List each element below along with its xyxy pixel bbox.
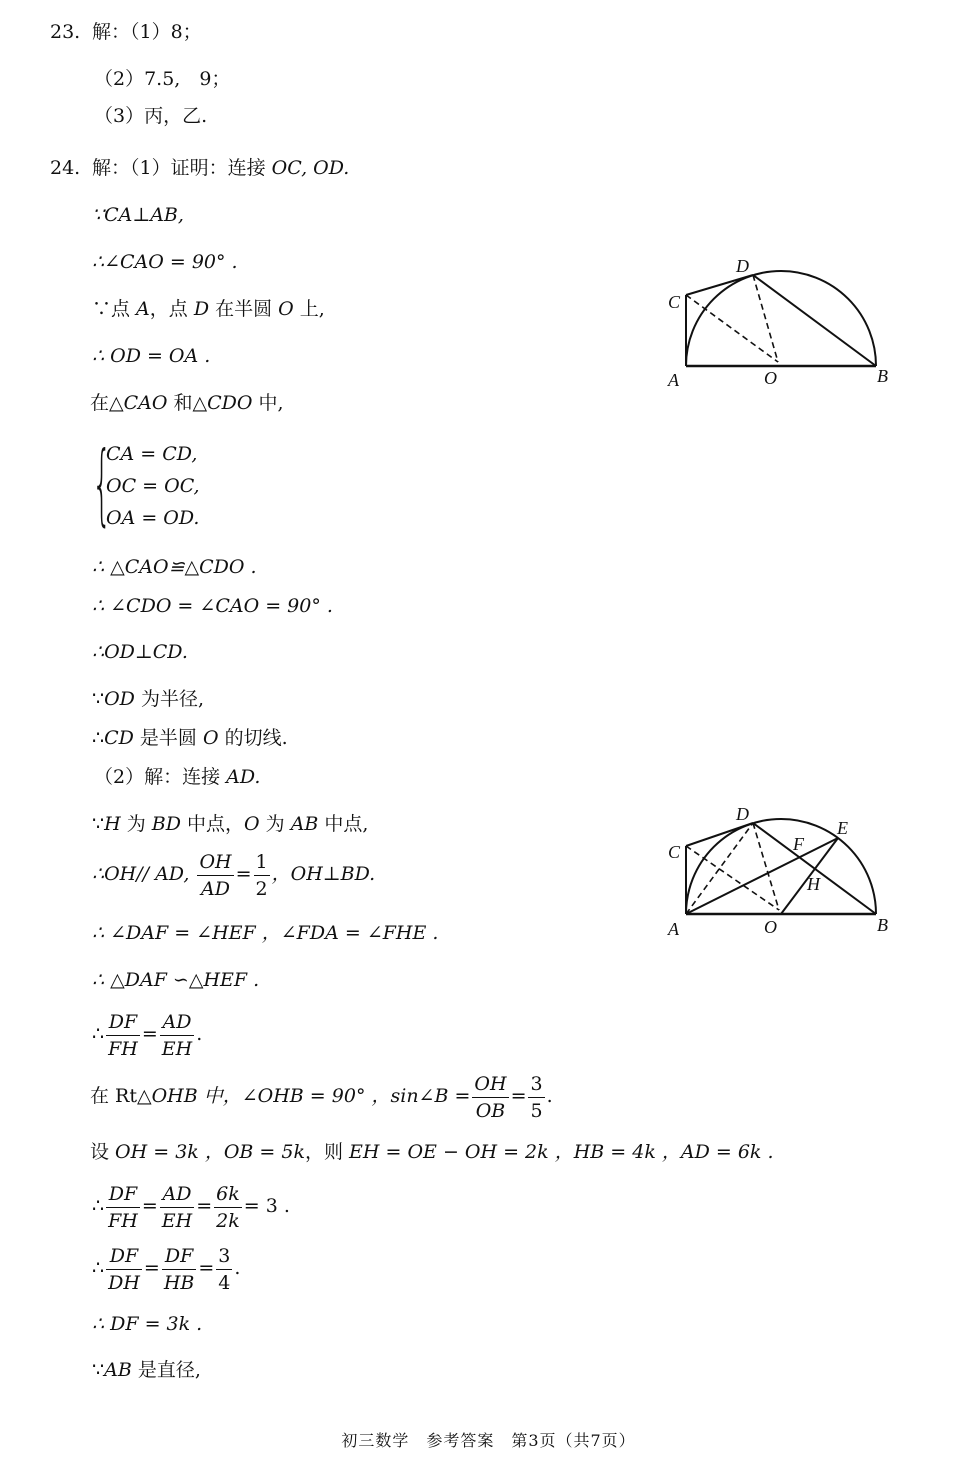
q23-part3: （3）丙，乙. — [94, 105, 208, 127]
label-b-2: B — [877, 915, 888, 935]
figure-semicircle-2 — [660, 800, 900, 945]
step-angle-cdo: ∴ ∠CDO = ∠CAO = 90° . — [92, 595, 333, 617]
fraction-df-dh: $\frac{DF}{DH}$ — [108, 1244, 140, 1294]
segment-cd — [686, 275, 753, 295]
page-footer: 初三数学 参考答案 第3页（共7页） — [341, 1431, 636, 1450]
equation-system — [92, 432, 212, 535]
label-b: B — [877, 366, 888, 386]
step-tangent-conclusion: ∴CD 是半圆 O 的切线. — [92, 727, 288, 749]
fraction-df-fh: $\frac{DF}{FH}$ — [108, 1010, 138, 1060]
fraction-df-fh-2: $\frac{DF}{FH}$ — [108, 1182, 138, 1232]
q23-part2: （2）7.5, 9； — [94, 68, 231, 90]
fraction-oh-ad: $\frac{OH}{AD}$ — [199, 850, 232, 900]
label-d: D — [736, 256, 749, 276]
label-e: E — [837, 818, 848, 838]
dashed-do — [753, 275, 778, 362]
fraction-6k-2k: $\frac{6k}{2k}$ — [216, 1182, 240, 1232]
fraction-three-quarters: $\frac{3}{4}$ — [218, 1244, 231, 1294]
fraction-ad-eh-2: $\frac{AD}{EH}$ — [161, 1182, 193, 1232]
fraction-oh-ob: $\frac{OH}{OB}$ — [474, 1072, 507, 1122]
fraction-one-half: $\frac{1}{2}$ — [255, 850, 268, 900]
step-oh-parallel-ad: ∴OH// AD, $\frac{OH}{AD}$ = $\frac{1}{2}$ ，OH⊥BD. — [92, 850, 376, 900]
fraction-df-hb: $\frac{DF}{HB}$ — [163, 1244, 195, 1294]
step-ab-diameter: ∵AB 是直径, — [92, 1359, 201, 1381]
segment-db — [753, 275, 876, 366]
step-df-3k: ∴ DF = 3k . — [92, 1313, 203, 1335]
label-a-2: A — [668, 919, 679, 939]
step-congruent: ∴ △CAO≌△CDO . — [92, 556, 257, 578]
step-similar-triangles: ∴ △DAF ∽△HEF . — [92, 969, 260, 991]
label-o-2: O — [764, 917, 777, 937]
label-f: F — [793, 834, 804, 854]
system-row-3: OA = OD. — [106, 507, 200, 529]
step-ratio-df-fh: ∴ $\frac{DF}{FH}$ = $\frac{AD}{EH}$ . — [92, 1010, 203, 1060]
system-row-1: CA = CD, — [106, 443, 198, 465]
dashed-co-2 — [686, 846, 779, 910]
left-brace: { — [92, 432, 112, 535]
q24-number: 24. — [50, 157, 81, 179]
step-od-eq-oa: ∴ OD = OA . — [92, 345, 211, 367]
label-o: O — [764, 368, 777, 388]
part2-heading: （2）解：连接 AD. — [94, 766, 261, 788]
dashed-do-2 — [753, 823, 779, 910]
step-equal-angles: ∴ ∠DAF = ∠HEF ，∠FDA = ∠FHE . — [92, 922, 439, 944]
step-set-k: 设 OH = 3k ，OB = 5k，则 EH = OE − OH = 2k ，HB = 4k ，AD = 6k . — [90, 1141, 774, 1163]
q24-heading: 解：（1）证明：连接 OC, OD. — [92, 157, 350, 179]
label-c-2: C — [668, 842, 681, 862]
fraction-three-fifths: $\frac{3}{5}$ — [530, 1072, 543, 1122]
label-d-2: D — [736, 804, 749, 824]
q23-part1: 解：（1）8； — [92, 21, 202, 43]
step-od-perp-cd: ∴OD⊥CD. — [92, 641, 188, 663]
semicircle-arc — [686, 271, 876, 366]
step-ratio-three-quarters: ∴ $\frac{DF}{DH}$ = $\frac{DF}{HB}$ = $\frac{3}{4}$ . — [92, 1244, 241, 1294]
label-c: C — [668, 292, 681, 312]
step-midpoints: ∵H 为 BD 中点，O 为 AB 中点, — [92, 813, 369, 835]
step-sin-b: 在 Rt△OHB 中，∠OHB = 90° ，sin∠B = $\frac{OH}{OB}$ = $\frac{3}{5}$ . — [90, 1072, 553, 1122]
q23-number: 23. — [50, 21, 81, 43]
step-triangles-intro: 在△CAO 和△CDO 中, — [90, 392, 284, 414]
dashed-co — [686, 295, 778, 362]
step-ca-perp-ab: ∵CA⊥AB, — [92, 204, 184, 226]
system-row-2: OC = OC, — [106, 475, 200, 497]
figure-semicircle-1 — [660, 252, 900, 392]
step-angle-cao: ∴∠CAO = 90° . — [92, 251, 238, 273]
step-ratio-equals-3: ∴ $\frac{DF}{FH}$ = $\frac{AD}{EH}$ = $\frac{6k}{2k}$ = 3 . — [92, 1182, 290, 1232]
label-a: A — [668, 370, 679, 390]
label-h: H — [807, 874, 820, 894]
step-points-on-circle: ∵点 A，点 D 在半圆 O 上, — [92, 298, 325, 320]
fraction-ad-eh: $\frac{AD}{EH}$ — [161, 1010, 193, 1060]
step-od-radius: ∵OD 为半径, — [92, 688, 204, 710]
